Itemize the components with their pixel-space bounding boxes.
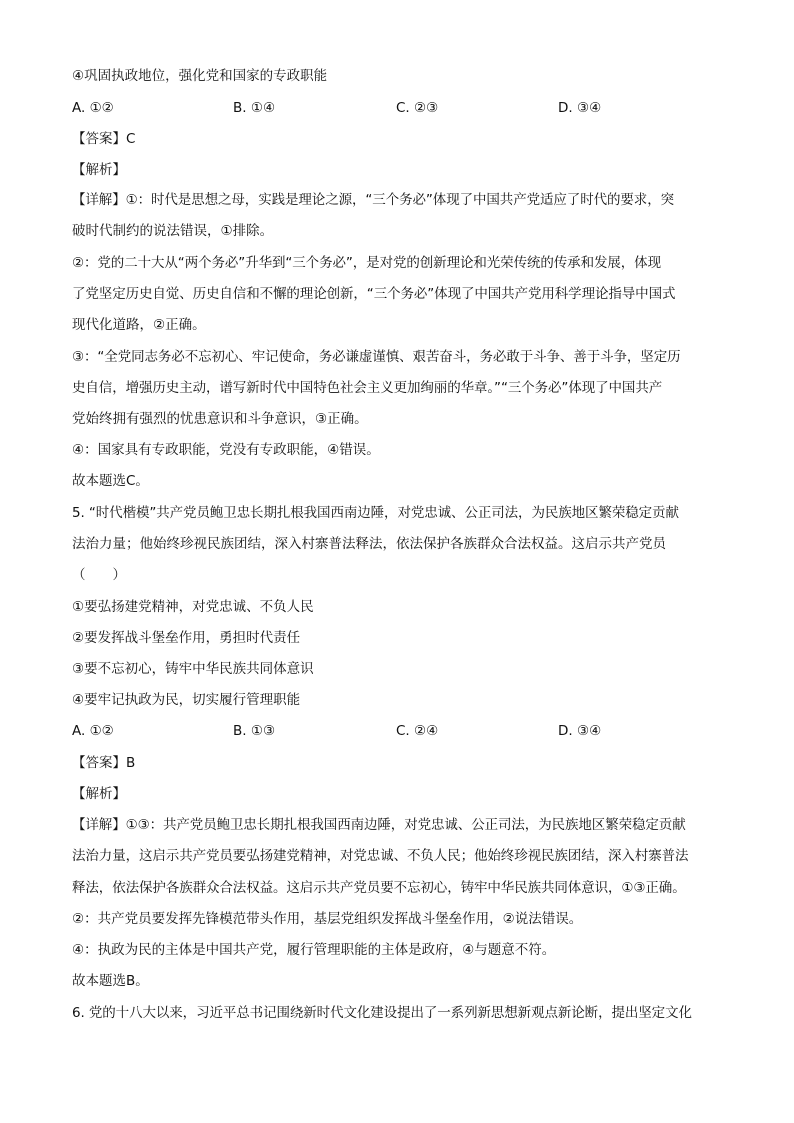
q5-option-d: D. ③④ [558,723,602,739]
q5-detail-line-4: ②：共产党员要发挥先锋模范带头作用，基层党组织发挥战斗堡垒作用，②说法错误。 [72,911,583,927]
q4-detail-line-3: ②：党的二十大从“两个务必”升华到“三个务必”，是对党的创新理论和光荣传统的传承和发展，体现 [72,255,661,271]
q4-option-c: C. ②③ [396,100,439,116]
q5-detail-line-3: 释法，依法保护各族群众合法权益。这启示共产党员要不忘初心，铸牢中华民族共同体意识，①③正确。 [72,880,686,896]
q4-detail-line-5: 现代化道路，②正确。 [72,317,206,333]
q4-option-d: D. ③④ [558,100,602,116]
q5-stem-line-1: 5. “时代楷模”共产党员鲍卫忠长期扎根我国西南边陲，对党忠诚、公正司法，为民族地区繁荣稳定贡献 [72,505,679,521]
q5-item-2: ②要发挥战斗堡垒作用，勇担时代责任 [72,630,301,646]
q5-detail-line-2: 法治力量，这启示共产党员要弘扬建党精神，对党忠诚、不负人民；他始终珍视民族团结，深入村寨普法 [72,848,689,864]
q4-detail-line-4: 了党坚定历史自觉、历史自信和不懈的理论创新，“三个务必”体现了中国共产党用科学理论指导中国式 [72,286,676,302]
q5-conclusion: 故本题选B。 [72,973,149,989]
q4-detail-line-2: 破时代制约的说法错误，①排除。 [72,223,274,239]
q5-option-b: B. ①③ [233,723,276,739]
q5-option-c: C. ②④ [396,723,439,739]
q5-answer: 【答案】B [72,755,136,771]
q4-analysis-label: 【解析】 [72,162,126,178]
q5-item-4: ④要牢记执政为民，切实履行管理职能 [72,692,301,708]
q4-detail-line-8: 党始终拥有强烈的忧患意识和斗争意识，③正确。 [72,411,368,427]
q4-detail-line-9: ④：国家具有专政职能，党没有专政职能，④错误。 [72,442,380,458]
q5-options [72,721,722,741]
q5-detail-line-1: 【详解】①③：共产党员鲍卫忠长期扎根我国西南边陲，对党忠诚、公正司法，为民族地区繁荣稳定贡献 [72,817,686,833]
q5-item-1: ①要弘扬建党精神，对党忠诚、不负人民 [72,599,314,615]
q4-detail-line-1: 【详解】①：时代是思想之母，实践是理论之源，“三个务必”体现了中国共产党适应了时代的要求，突 [72,192,674,208]
q5-stem-line-2: 法治力量；他始终珍视民族团结，深入村寨普法释法，依法保护各族群众合法权益。这启示共产党员 [72,536,666,552]
q5-option-a: A. ①② [72,723,114,739]
q5-analysis-label: 【解析】 [72,786,126,802]
q4-conclusion: 故本题选C。 [72,473,149,489]
q5-detail-line-5: ④：执政为民的主体是中国共产党，履行管理职能的主体是政府，④与题意不符。 [72,942,556,958]
q4-option-a: A. ①② [72,100,114,116]
q4-options [72,98,722,118]
q4-detail-line-6: ③：“全党同志务必不忘初心、牢记使命，务必谦虚谨慎、艰苦奋斗，务必敢于斗争、善于斗争，坚定历 [72,349,681,365]
q4-item-4: ④巩固执政地位，强化党和国家的专政职能 [72,68,328,84]
q5-answer-bracket: （ ） [72,567,126,583]
q5-item-3: ③要不忘初心，铸牢中华民族共同体意识 [72,661,314,677]
q6-stem-line-1: 6. 党的十八大以来，习近平总书记围绕新时代文化建设提出了一系列新思想新观点新论断，提出坚定文化 [72,1005,692,1021]
q4-answer: 【答案】C [72,131,136,147]
q4-option-b: B. ①④ [233,100,276,116]
q4-detail-line-7: 史自信，增强历史主动，谱写新时代中国特色社会主义更加绚丽的华章。”“三个务必”体现了中国共产 [72,380,663,396]
